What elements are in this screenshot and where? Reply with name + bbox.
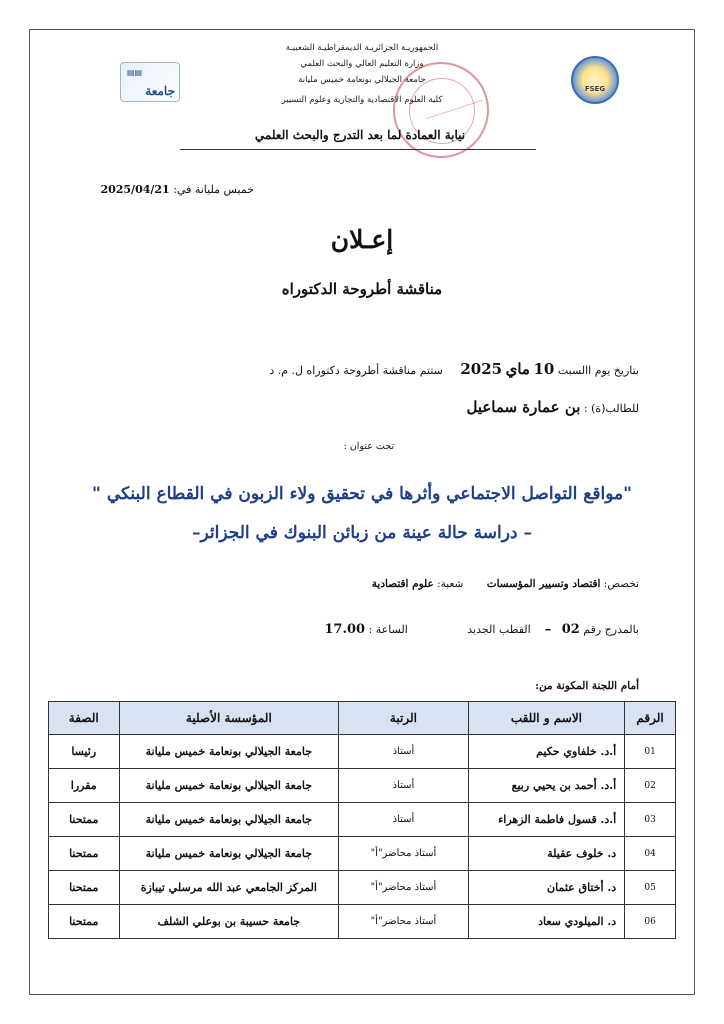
row-number: 05 xyxy=(625,871,676,905)
header-divider xyxy=(180,149,536,150)
header-faculty: كلية العلوم الاقتصادية والتجارية وعلوم التسيير xyxy=(281,95,443,105)
faculty-logo xyxy=(571,56,619,104)
university-logo-glyph: ▤▤ xyxy=(127,67,143,77)
header-institution: المؤسسة الأصلية xyxy=(119,702,339,735)
university-logo-text: جامعة xyxy=(145,84,175,98)
header-ministry: وزارة التعليم العالي والبحث العلمي xyxy=(300,59,424,69)
row-rank: أستاذ xyxy=(339,769,469,803)
thesis-title-line2: – دراسة حالة عينة من زبائن البنوك في الجزائر– xyxy=(192,523,532,543)
under-title-label: تحت عنوان : xyxy=(343,441,394,452)
faculty-logo-text: FSEG xyxy=(584,85,606,93)
jury-table-header xyxy=(49,702,676,735)
row-rank: أستاذ محاضر"أ" xyxy=(339,837,469,871)
jury-table xyxy=(48,701,676,939)
branch-label: شعبة: xyxy=(437,578,464,590)
row-rank: أستاذ xyxy=(339,735,469,769)
row-institution: المركز الجامعي عبد الله مرسلي تيبازة xyxy=(119,871,339,905)
student-name: بن عمارة سماعيل xyxy=(466,398,581,416)
time-value: 17.00 xyxy=(324,622,366,637)
row-name: د. الميلودي سعاد xyxy=(468,905,624,939)
date-month: ماي xyxy=(505,360,530,378)
row-number: 03 xyxy=(625,803,676,837)
thesis-title-line1: "مواقع التواصل الاجتماعي وأثرها في تحقيق ولاء الزبون في القطاع البنكي " xyxy=(92,484,632,504)
row-name: د. خلوف عقيلة xyxy=(468,837,624,871)
row-institution: جامعة الجيلالي بونعامة خميس مليانة xyxy=(119,837,339,871)
row-institution: جامعة الجيلالي بونعامة خميس مليانة xyxy=(119,803,339,837)
header-university: جامعة الجيلالي بونعامة خميس مليانة xyxy=(298,75,426,85)
row-rank: أستاذ xyxy=(339,803,469,837)
branch-value: علوم اقتصادية xyxy=(371,578,434,590)
row-name: د. أختاق عثمان xyxy=(468,871,624,905)
venue-dash: – xyxy=(544,622,552,637)
time-label: الساعة : xyxy=(368,623,408,636)
row-name: أ.د. قسول فاطمة الزهراء xyxy=(468,803,624,837)
department-title: نيابة العمادة لما بعد التدرج والبحث العلمي xyxy=(254,128,466,142)
header-role: الصفة xyxy=(49,702,120,735)
row-rank: أستاذ محاضر"أ" xyxy=(339,905,469,939)
venue-number: 02 xyxy=(561,622,580,637)
dateline-date: 2025/04/21 xyxy=(100,183,170,196)
header-name: الاسم و اللقب xyxy=(468,702,624,735)
row-role: مقررا xyxy=(49,769,120,803)
table-row xyxy=(49,905,676,939)
header-number: الرقم xyxy=(625,702,676,735)
date-year: 2025 xyxy=(460,360,503,378)
row-name: أ.د. أحمد بن يحيي ربيع xyxy=(468,769,624,803)
row-institution: جامعة حسيبة بن بوعلي الشلف xyxy=(119,905,339,939)
row-number: 06 xyxy=(625,905,676,939)
specialty-label: تخصص: xyxy=(603,578,639,590)
venue-prefix: بالمدرج رقم xyxy=(583,623,639,636)
row-role: رئيسا xyxy=(49,735,120,769)
date-suffix: ستتم مناقشة أطروحة دكتوراه ل. م. د xyxy=(269,364,443,377)
specialty-line xyxy=(372,578,639,590)
row-institution: جامعة الجيلالي بونعامة خميس مليانة xyxy=(119,769,339,803)
row-number: 02 xyxy=(625,769,676,803)
row-role: ممتحنا xyxy=(49,803,120,837)
table-row xyxy=(49,803,676,837)
row-institution: جامعة الجيلالي بونعامة خميس مليانة xyxy=(119,735,339,769)
table-row xyxy=(49,769,676,803)
announcement-subtitle: مناقشة أطروحة الدكتوراه xyxy=(281,280,443,298)
announcement-title: إعـلان xyxy=(330,225,394,254)
row-role: ممتحنا xyxy=(49,871,120,905)
row-name: أ.د. خلفاوي حكيم xyxy=(468,735,624,769)
defense-date-line xyxy=(269,360,639,378)
table-row xyxy=(49,735,676,769)
row-number: 04 xyxy=(625,837,676,871)
row-role: ممتحنا xyxy=(49,905,120,939)
date-prefix: بتاريخ يوم االسبت xyxy=(557,364,639,377)
date-day: 10 xyxy=(533,360,555,378)
row-rank: أستاذ محاضر"أ" xyxy=(339,871,469,905)
table-row xyxy=(49,837,676,871)
university-logo xyxy=(120,62,180,102)
table-row xyxy=(49,871,676,905)
student-label: للطالب(ة) : xyxy=(583,402,639,415)
venue-place: القطب الجديد xyxy=(467,623,531,636)
dateline-label: خميس مليانة في: xyxy=(173,183,254,196)
venue-line xyxy=(324,622,639,637)
header-rank: الرتبة xyxy=(339,702,469,735)
specialty-value: اقتصاد وتسيير المؤسسات xyxy=(486,578,601,590)
header-republic: الجمهوريـة الجزائريـة الديمقراطيـة الشعبيـة xyxy=(285,43,439,53)
row-number: 01 xyxy=(625,735,676,769)
committee-label: أمام اللجنة المكونة من: xyxy=(535,680,639,692)
row-role: ممتحنا xyxy=(49,837,120,871)
student-line xyxy=(466,398,639,416)
dateline xyxy=(100,183,254,196)
